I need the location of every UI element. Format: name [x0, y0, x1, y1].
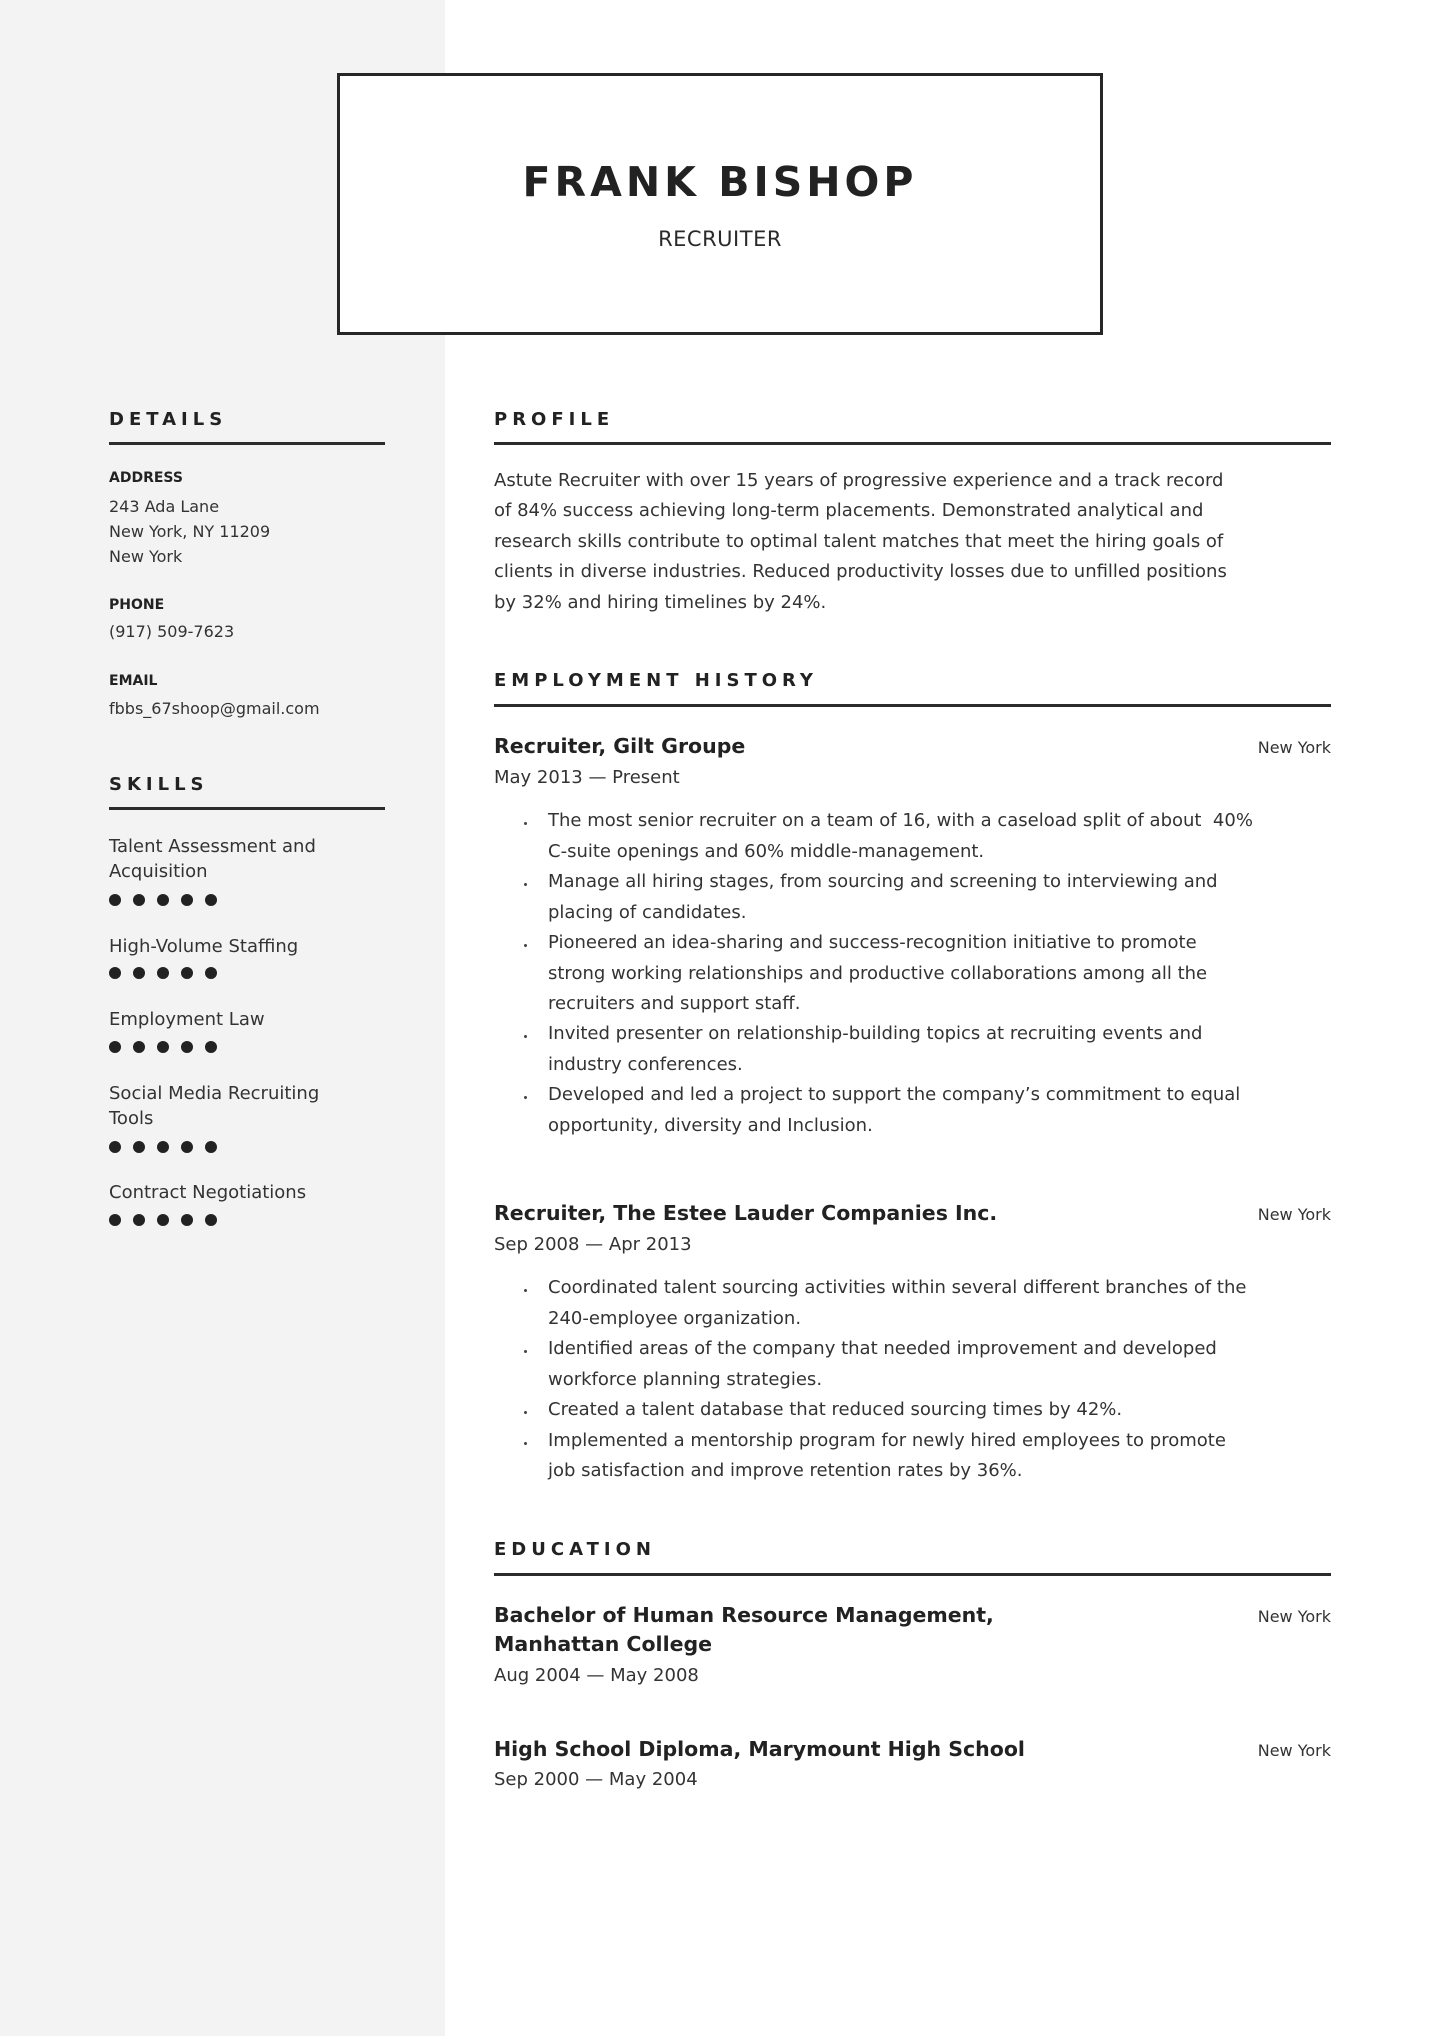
job-bullet-line: placing of candidates. — [548, 902, 747, 923]
skill-level-dot — [157, 1141, 169, 1153]
skill-level-dot — [133, 967, 145, 979]
skill-level-dot — [109, 967, 121, 979]
skill-name-line: Acquisition — [109, 861, 208, 882]
bullet-icon — [524, 822, 527, 825]
skill-level-dot — [205, 1041, 217, 1053]
job-bullet-line: C-suite openings and 60% middle-management. — [548, 841, 985, 862]
skill-name-line: Social Media Recruiting — [109, 1083, 320, 1104]
employment-heading: EMPLOYMENT HISTORY — [494, 670, 818, 691]
skill-name-line: Contract Negotiations — [109, 1182, 307, 1203]
profile-line: of 84% success achieving long-term placements. Demonstrated analytical and — [494, 500, 1204, 521]
details-divider — [109, 442, 385, 445]
profile-line: research skills contribute to optimal talent matches that meet the hiring goals of — [494, 531, 1224, 552]
profile-divider — [494, 442, 1331, 445]
job-bullet-line: recruiters and support staff. — [548, 993, 801, 1014]
job-bullet-line: strong working relationships and productive collaborations among all the — [548, 963, 1208, 984]
name-header-box — [337, 73, 1103, 335]
skill-level-dot — [205, 967, 217, 979]
job-bullet-line: Implemented a mentorship program for newly hired employees to promote — [548, 1430, 1226, 1451]
bullet-icon — [524, 1442, 527, 1445]
job-location: New York — [1257, 1205, 1331, 1224]
address-line-3: New York — [109, 547, 183, 566]
skill-level-dot — [133, 1141, 145, 1153]
skill-level-dot — [205, 894, 217, 906]
skills-divider — [109, 807, 385, 810]
skill-name-line: High-Volume Staffing — [109, 936, 299, 957]
job-bullet-line: Manage all hiring stages, from sourcing and screening to interviewing and — [548, 871, 1218, 892]
job-bullet-line: Pioneered an idea-sharing and success-recognition initiative to promote — [548, 932, 1197, 953]
skill-level-dot — [157, 894, 169, 906]
skill-level-dot — [181, 1041, 193, 1053]
skill-level-dot — [205, 1141, 217, 1153]
profile-heading: PROFILE — [494, 409, 615, 430]
skill-level-dot — [181, 967, 193, 979]
address-line-2: New York, NY 11209 — [109, 522, 271, 541]
skill-level-dot — [109, 1041, 121, 1053]
phone-label: PHONE — [109, 597, 165, 613]
job-bullet-line: Coordinated talent sourcing activities within several different branches of the — [548, 1277, 1247, 1298]
education-heading: EDUCATION — [494, 1539, 656, 1560]
profile-line: clients in diverse industries. Reduced productivity losses due to unfilled positions — [494, 561, 1227, 582]
skill-level-dot — [181, 1214, 193, 1226]
employment-divider — [494, 704, 1331, 707]
bullet-icon — [524, 1350, 527, 1353]
skill-level-dot — [157, 1041, 169, 1053]
bullet-icon — [524, 1096, 527, 1099]
skill-name-line: Employment Law — [109, 1009, 265, 1030]
skill-level-dot — [181, 894, 193, 906]
email-label: EMAIL — [109, 673, 158, 689]
degree-title-line: High School Diploma, Marymount High School — [494, 1737, 1025, 1761]
job-bullet-line: job satisfaction and improve retention rates by 36%. — [548, 1460, 1023, 1481]
skill-level-dot — [109, 1141, 121, 1153]
bullet-icon — [524, 1289, 527, 1292]
skills-heading: SKILLS — [109, 774, 209, 795]
job-bullet-line: Invited presenter on relationship-building topics at recruiting events and — [548, 1023, 1203, 1044]
bullet-icon — [524, 1411, 527, 1414]
job-bullet-line: Developed and led a project to support the company’s commitment to equal — [548, 1084, 1241, 1105]
skill-level-dot — [133, 1214, 145, 1226]
degree-title-line: Manhattan College — [494, 1632, 713, 1656]
details-heading: DETAILS — [109, 409, 228, 430]
education-dates: Sep 2000 — May 2004 — [494, 1769, 698, 1790]
job-title: Recruiter, Gilt Groupe — [494, 734, 746, 758]
job-bullet-line: 240-employee organization. — [548, 1308, 802, 1329]
skill-level-dot — [133, 894, 145, 906]
skill-level-dot — [181, 1141, 193, 1153]
job-bullet-line: Identified areas of the company that needed improvement and developed — [548, 1338, 1217, 1359]
profile-line: by 32% and hiring timelines by 24%. — [494, 592, 827, 613]
address-label: ADDRESS — [109, 470, 183, 486]
address-line-1: 243 Ada Lane — [109, 497, 220, 516]
candidate-title: RECRUITER — [658, 227, 782, 251]
candidate-name: FRANK BISHOP — [522, 158, 918, 206]
skill-name-line: Talent Assessment and — [109, 836, 316, 857]
skill-level-dot — [109, 894, 121, 906]
skill-level-dot — [109, 1214, 121, 1226]
job-bullet-line: workforce planning strategies. — [548, 1369, 823, 1390]
bullet-icon — [524, 883, 527, 886]
education-location: New York — [1257, 1607, 1331, 1626]
skill-name-line: Tools — [109, 1108, 154, 1129]
education-location: New York — [1257, 1741, 1331, 1760]
education-dates: Aug 2004 — May 2008 — [494, 1665, 699, 1686]
education-divider — [494, 1573, 1331, 1576]
email-value: fbbs_67shoop@gmail.com — [109, 699, 320, 718]
bullet-icon — [524, 944, 527, 947]
job-title: Recruiter, The Estee Lauder Companies Inc. — [494, 1201, 998, 1225]
job-bullet-line: opportunity, diversity and Inclusion. — [548, 1115, 873, 1136]
skill-level-dot — [205, 1214, 217, 1226]
skill-level-dot — [133, 1041, 145, 1053]
skill-level-dot — [157, 1214, 169, 1226]
degree-title-line: Bachelor of Human Resource Management, — [494, 1603, 994, 1627]
job-bullet-line: Created a talent database that reduced sourcing times by 42%. — [548, 1399, 1123, 1420]
job-dates: Sep 2008 — Apr 2013 — [494, 1234, 692, 1255]
job-bullet-line: The most senior recruiter on a team of 16, with a caseload split of about 40% — [548, 810, 1253, 831]
job-location: New York — [1257, 738, 1331, 757]
job-bullet-line: industry conferences. — [548, 1054, 743, 1075]
job-dates: May 2013 — Present — [494, 767, 680, 788]
phone-value: (917) 509-7623 — [109, 622, 235, 641]
bullet-icon — [524, 1035, 527, 1038]
skill-level-dot — [157, 967, 169, 979]
profile-line: Astute Recruiter with over 15 years of progressive experience and a track record — [494, 470, 1224, 491]
